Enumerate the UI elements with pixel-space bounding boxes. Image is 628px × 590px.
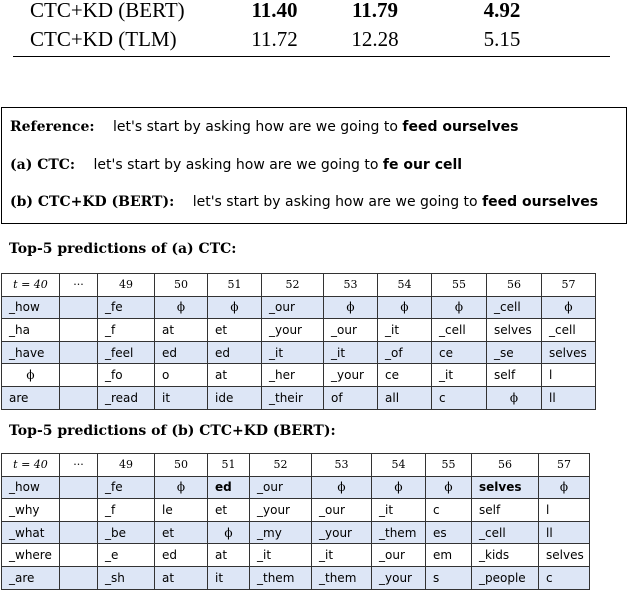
- table-row: [2, 341, 596, 364]
- table-cell: _it: [250, 544, 312, 567]
- table-cell: l: [542, 364, 596, 387]
- table-cell: ed: [155, 544, 208, 567]
- table-header-row: [2, 454, 590, 477]
- header-cell: ···: [60, 454, 98, 477]
- table-cell: ϕ: [208, 296, 262, 319]
- table-row: [2, 386, 596, 409]
- table-cell: _e: [98, 544, 155, 567]
- table-cell: _kids: [472, 544, 539, 567]
- table-cell: ϕ: [208, 521, 250, 544]
- table-a-title: Top-5 predictions of (a) CTC:: [9, 241, 237, 257]
- table-cell: [60, 296, 98, 319]
- table-cell: ce: [378, 364, 432, 387]
- table-cell: [60, 319, 98, 342]
- header-cell: 57: [542, 274, 596, 297]
- table-cell: selves: [472, 476, 539, 499]
- table-cell: _your: [250, 499, 312, 522]
- table-cell: le: [155, 499, 208, 522]
- header-cell: 54: [378, 274, 432, 297]
- table-cell: c: [539, 566, 590, 589]
- header-cell: t = 40: [2, 454, 60, 477]
- table-cell: s: [426, 566, 472, 589]
- table-cell: ϕ: [155, 296, 208, 319]
- table-row: [2, 544, 590, 567]
- table-cell: ed: [208, 341, 262, 364]
- table-cell: ide: [208, 386, 262, 409]
- table-cell: it: [208, 566, 250, 589]
- header-cell: 55: [432, 274, 487, 297]
- table-cell: ϕ: [378, 296, 432, 319]
- table-cell: _fe: [98, 296, 155, 319]
- table-cell: _your: [262, 319, 324, 342]
- table-cell: ϕ: [312, 476, 372, 499]
- table-cell: ϕ: [372, 476, 426, 499]
- table-cell: _our: [372, 544, 426, 567]
- table-cell: _have: [2, 341, 60, 364]
- table-row: [2, 499, 590, 522]
- table-cell: _my: [250, 521, 312, 544]
- table-row: [2, 476, 590, 499]
- ctc-label: (a) CTC:: [10, 157, 76, 173]
- table-cell: ϕ: [539, 476, 590, 499]
- ctc-highlight: fe our cell: [382, 157, 463, 173]
- header-cell: ···: [60, 274, 98, 297]
- table-row: [2, 319, 596, 342]
- table-cell: [60, 341, 98, 364]
- table-cell: _why: [2, 499, 60, 522]
- table-cell: [60, 521, 98, 544]
- result-value: 5.15: [483, 27, 521, 51]
- table-cell: at: [155, 566, 208, 589]
- header-cell: 51: [208, 454, 250, 477]
- table-cell: _cell: [472, 521, 539, 544]
- header-cell: 52: [250, 454, 312, 477]
- table-cell: _f: [98, 499, 155, 522]
- table-cell: _what: [2, 521, 60, 544]
- table-cell: et: [208, 319, 262, 342]
- result-value: 4.92: [483, 0, 521, 22]
- table-cell: [60, 499, 98, 522]
- table-cell: _be: [98, 521, 155, 544]
- table-cell: ϕ: [426, 476, 472, 499]
- table-cell: selves: [539, 544, 590, 567]
- table-cell: at: [208, 364, 262, 387]
- table-cell: _our: [324, 319, 378, 342]
- header-cell: 53: [312, 454, 372, 477]
- header-cell: 55: [426, 454, 472, 477]
- ctc-kd-highlight: feed ourselves: [482, 194, 599, 210]
- table-row: [2, 521, 590, 544]
- table-cell: [60, 566, 98, 589]
- table-cell: es: [426, 521, 472, 544]
- table-cell: _read: [98, 386, 155, 409]
- table-cell: _it: [372, 499, 426, 522]
- results-row: [13, 25, 610, 54]
- table-cell: _their: [262, 386, 324, 409]
- result-value: 12.28: [351, 27, 399, 51]
- reference-highlight: feed ourselves: [402, 119, 519, 135]
- table-cell: _it: [312, 544, 372, 567]
- table-cell: ll: [542, 386, 596, 409]
- table-cell: [60, 364, 98, 387]
- table-cell: _are: [2, 566, 60, 589]
- table-cell: are: [2, 386, 60, 409]
- table-cell: _cell: [542, 319, 596, 342]
- table-cell: ll: [539, 521, 590, 544]
- header-cell: t = 40: [2, 274, 60, 297]
- table-cell: _it: [262, 341, 324, 364]
- table-cell: _how: [2, 296, 60, 319]
- table-cell: em: [426, 544, 472, 567]
- table-cell: ed: [155, 341, 208, 364]
- header-cell: 53: [324, 274, 378, 297]
- table-cell: at: [155, 319, 208, 342]
- table-cell: _sh: [98, 566, 155, 589]
- table-cell: _people: [472, 566, 539, 589]
- table-cell: _her: [262, 364, 324, 387]
- table-cell: _cell: [487, 296, 542, 319]
- table-cell: ϕ: [324, 296, 378, 319]
- reference-text: let's start by asking how are we going to: [113, 119, 398, 135]
- table-cell: _how: [2, 476, 60, 499]
- table-cell: _your: [324, 364, 378, 387]
- reference-box: [1, 107, 627, 224]
- table-header-row: [2, 274, 596, 297]
- table-cell: _se: [487, 341, 542, 364]
- table-cell: self: [472, 499, 539, 522]
- table-cell: _cell: [432, 319, 487, 342]
- result-value: 11.79: [351, 0, 399, 22]
- table-cell: _feel: [98, 341, 155, 364]
- table-cell: _it: [324, 341, 378, 364]
- result-value: 11.72: [251, 27, 298, 51]
- table-cell: _them: [312, 566, 372, 589]
- header-cell: 50: [155, 274, 208, 297]
- table-cell: _your: [372, 566, 426, 589]
- table-cell: ϕ: [487, 386, 542, 409]
- result-value: 11.40: [251, 0, 298, 22]
- table-cell: _your: [312, 521, 372, 544]
- ctc-kd-label: (b) CTC+KD (BERT):: [10, 194, 175, 210]
- table-cell: ce: [432, 341, 487, 364]
- reference-label: Reference:: [10, 119, 95, 135]
- table-cell: o: [155, 364, 208, 387]
- header-cell: 49: [98, 454, 155, 477]
- reference-line: [10, 119, 518, 135]
- table-cell: _them: [372, 521, 426, 544]
- table-cell: _of: [378, 341, 432, 364]
- table-cell: ϕ: [2, 364, 60, 387]
- table-cell: l: [539, 499, 590, 522]
- header-cell: 54: [372, 454, 426, 477]
- table-row: [2, 296, 596, 319]
- table-cell: _ha: [2, 319, 60, 342]
- ctc-text: let's start by asking how are we going to: [93, 157, 379, 173]
- ctc-kd-line: [10, 194, 598, 210]
- results-row: [13, 0, 610, 25]
- system-name: CTC+KD (BERT): [30, 0, 185, 22]
- table-row: [2, 566, 590, 589]
- system-name: CTC+KD (TLM): [30, 27, 177, 51]
- table-cell: of: [324, 386, 378, 409]
- table-cell: c: [426, 499, 472, 522]
- table-cell: _them: [250, 566, 312, 589]
- table-cell: _fo: [98, 364, 155, 387]
- table-cell: selves: [542, 341, 596, 364]
- table-cell: selves: [487, 319, 542, 342]
- header-cell: 52: [262, 274, 324, 297]
- table-cell: _our: [262, 296, 324, 319]
- table-cell: _it: [378, 319, 432, 342]
- table-b: [1, 453, 590, 590]
- table-cell: self: [487, 364, 542, 387]
- table-cell: [60, 476, 98, 499]
- table-cell: _it: [432, 364, 487, 387]
- header-cell: 51: [208, 274, 262, 297]
- table-bottom-rule: [13, 56, 610, 57]
- table-b-title: Top-5 predictions of (b) CTC+KD (BERT):: [9, 423, 336, 439]
- table-cell: _where: [2, 544, 60, 567]
- header-cell: 49: [98, 274, 155, 297]
- header-cell: 56: [472, 454, 539, 477]
- table-cell: ϕ: [155, 476, 208, 499]
- table-cell: _our: [250, 476, 312, 499]
- ctc-kd-text: let's start by asking how are we going to: [192, 194, 478, 210]
- table-cell: _our: [312, 499, 372, 522]
- header-cell: 50: [155, 454, 208, 477]
- table-cell: c: [432, 386, 487, 409]
- table-cell: it: [155, 386, 208, 409]
- table-cell: _fe: [98, 476, 155, 499]
- table-cell: _f: [98, 319, 155, 342]
- table-a: [1, 273, 596, 410]
- results-table: [13, 0, 610, 54]
- table-cell: ϕ: [432, 296, 487, 319]
- header-cell: 57: [539, 454, 590, 477]
- table-cell: [60, 544, 98, 567]
- header-cell: 56: [487, 274, 542, 297]
- table-row: [2, 364, 596, 387]
- table-cell: ed: [208, 476, 250, 499]
- ctc-line: [10, 157, 462, 173]
- table-cell: ϕ: [542, 296, 596, 319]
- table-cell: [60, 386, 98, 409]
- table-cell: at: [208, 544, 250, 567]
- table-cell: all: [378, 386, 432, 409]
- table-cell: et: [208, 499, 250, 522]
- table-cell: et: [155, 521, 208, 544]
